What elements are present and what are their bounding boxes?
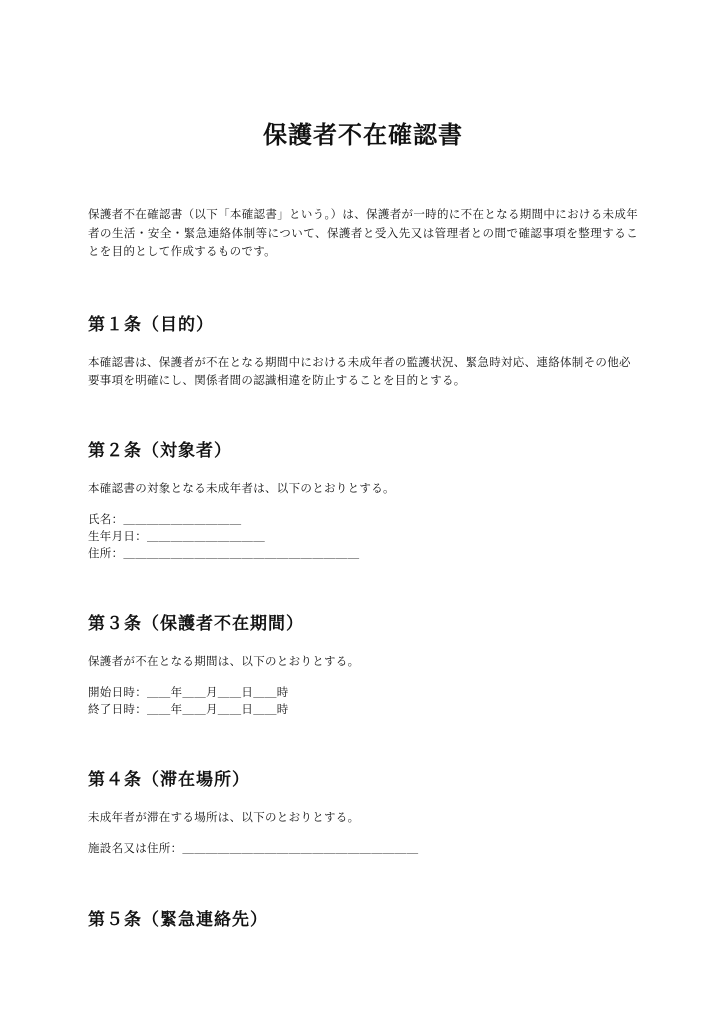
article-2-body: 本確認書の対象となる未成年者は、以下のとおりとする。: [88, 480, 395, 495]
article-1-title: 第１条（目的）: [88, 314, 214, 335]
article-3-fields: [88, 684, 638, 718]
article-2: [88, 439, 638, 562]
article-1: [88, 313, 638, 389]
article-3: [88, 612, 638, 718]
article-4-fields: [88, 840, 638, 857]
article-5-title: 第５条（緊急連絡先）: [88, 909, 268, 930]
intro-paragraph: 保護者不在確認書（以下「本確認書」という。）は、保護者が一時的に不在となる期間中における未成年者の生活・安全・緊急連絡体制等について、保護者と受入先又は管理者との間で確認事項を整理することを目的として作成するものです。: [88, 207, 638, 258]
end-datetime-field: 終了日時：＿＿年＿＿月＿＿日＿＿時: [88, 701, 289, 716]
address-field: 住所：＿＿＿＿＿＿＿＿＿＿＿＿＿＿＿＿＿＿＿＿: [88, 545, 360, 560]
article-2-fields: [88, 511, 638, 562]
birthdate-field: 生年月日：＿＿＿＿＿＿＿＿＿＿: [88, 528, 265, 543]
article-1-body: 本確認書は、保護者が不在となる期間中における未成年者の監護状況、緊急時対応、連絡体制その他必要事項を明確にし、関係者間の認識相違を防止することを目的とする。: [88, 354, 631, 387]
name-field: 氏名：＿＿＿＿＿＿＿＿＿＿: [88, 511, 242, 526]
article-4-body: 未成年者が滞在する場所は、以下のとおりとする。: [88, 809, 360, 824]
article-3-title: 第３条（保護者不在期間）: [88, 613, 304, 634]
article-4-title: 第４条（滞在場所）: [88, 769, 250, 790]
start-datetime-field: 開始日時：＿＿年＿＿月＿＿日＿＿時: [88, 684, 289, 699]
document-title: 保護者不在確認書: [263, 121, 463, 149]
article-5: [88, 908, 638, 932]
facility-address-field: 施設名又は住所：＿＿＿＿＿＿＿＿＿＿＿＿＿＿＿＿＿＿＿＿: [88, 840, 419, 855]
article-4: [88, 768, 638, 857]
article-3-body: 保護者が不在となる期間は、以下のとおりとする。: [88, 653, 360, 668]
article-2-title: 第２条（対象者）: [88, 440, 232, 461]
